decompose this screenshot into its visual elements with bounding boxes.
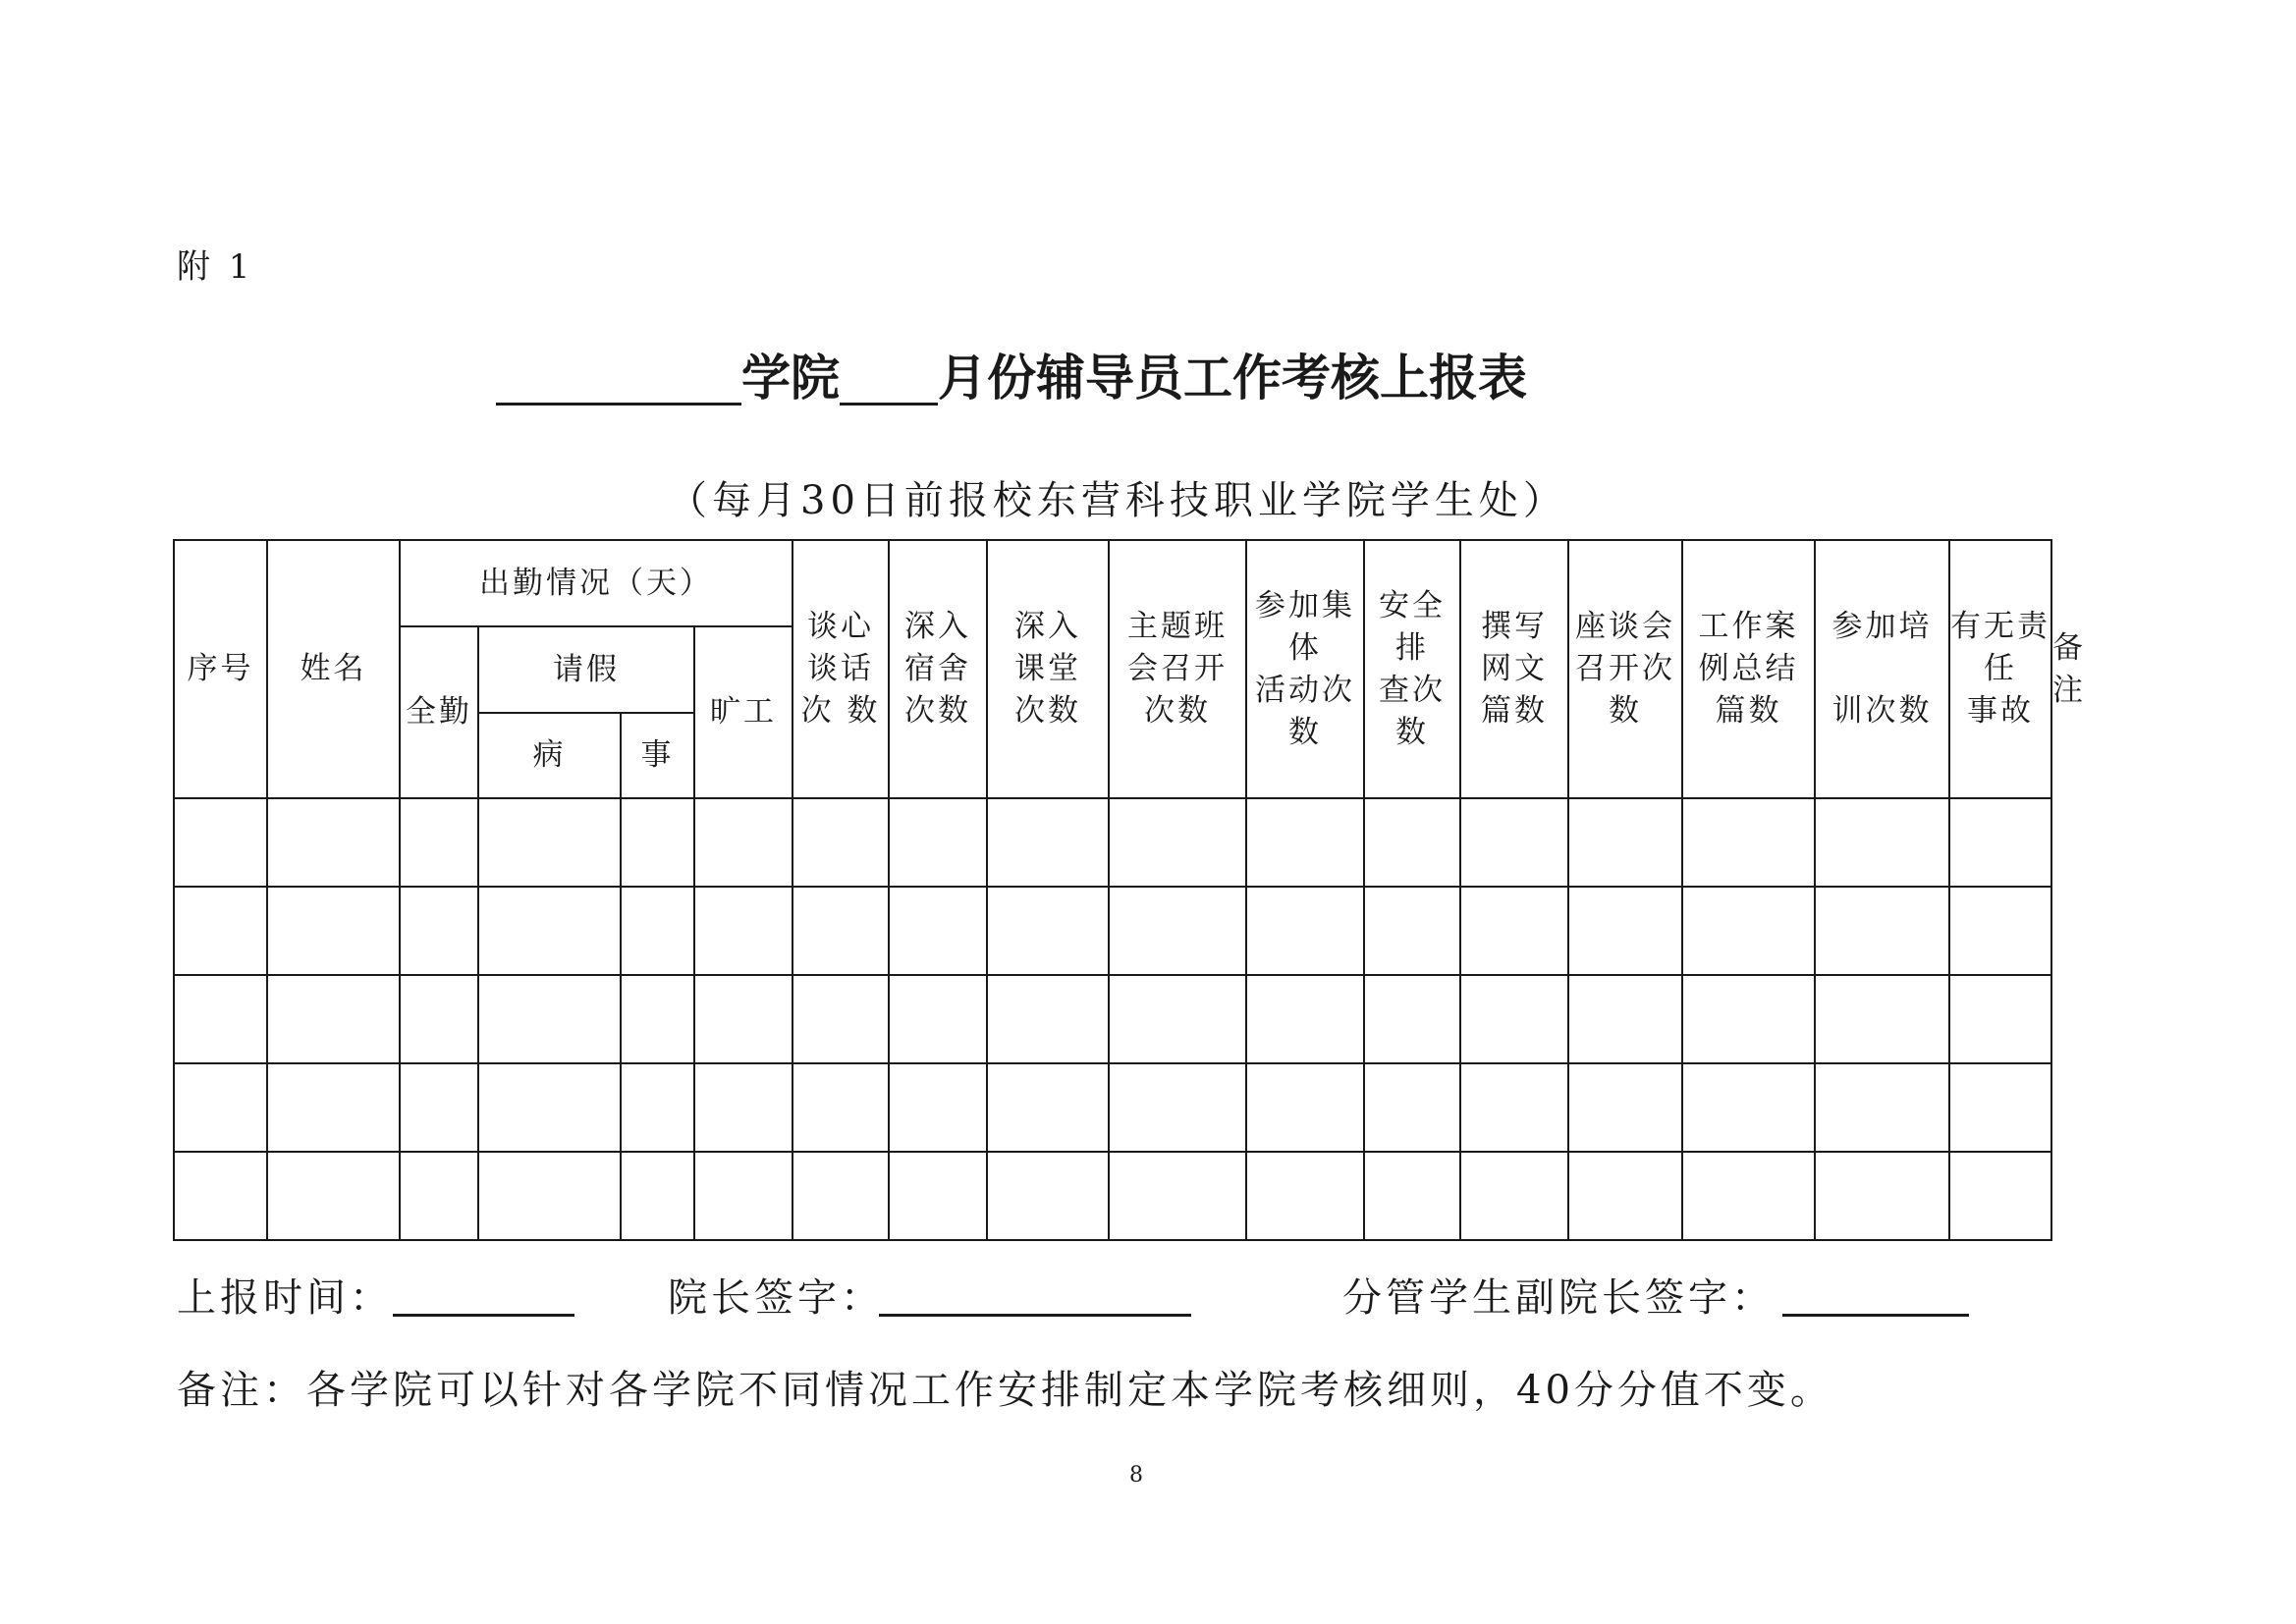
- table-cell[interactable]: [793, 887, 889, 975]
- header-personal: 事: [621, 713, 694, 798]
- table-cell[interactable]: [1364, 1152, 1460, 1240]
- table-cell[interactable]: [621, 798, 694, 887]
- table-cell[interactable]: [1815, 1152, 1949, 1240]
- title-part1: 学院: [741, 349, 840, 406]
- table-cell[interactable]: [1949, 1063, 2051, 1152]
- dean-sign-label: 院长签字：: [668, 1275, 884, 1321]
- table-cell[interactable]: [174, 975, 267, 1063]
- table-cell[interactable]: [1364, 798, 1460, 887]
- report-table: 序号 姓名 出勤情况（天） 谈心 谈话 次 数 深入 宿舍 次数 深入 课堂 次数 主题班 会召开 次数 参加集体 活动次数 安全排 查次数 撰写 网文 篇数 座谈会 召开次 数 工作案 例总结 篇数 参加培 训次数 有无责任 事故 备注 全勤 请假 旷工 病 事: [173, 539, 2052, 1241]
- page-title: [496, 339, 1576, 409]
- table-cell[interactable]: [1460, 975, 1568, 1063]
- table-cell[interactable]: [987, 1152, 1109, 1240]
- table-cell[interactable]: [1682, 798, 1815, 887]
- table-cell[interactable]: [1109, 887, 1246, 975]
- table-cell[interactable]: [1460, 798, 1568, 887]
- table-cell[interactable]: [1460, 1152, 1568, 1240]
- table-row: [174, 975, 2051, 1063]
- header-seq: 序号: [174, 540, 267, 798]
- header-accident: 有无责任 事故: [1949, 540, 2051, 798]
- table-cell[interactable]: [1949, 1152, 2051, 1240]
- table-cell[interactable]: [1364, 887, 1460, 975]
- table-cell[interactable]: [478, 798, 621, 887]
- table-cell[interactable]: [1682, 887, 1815, 975]
- table-body: [174, 798, 2051, 1240]
- header-talk: 谈心 谈话 次 数: [793, 540, 889, 798]
- table-cell[interactable]: [1109, 798, 1246, 887]
- table-cell[interactable]: [174, 798, 267, 887]
- table-row: [174, 887, 2051, 975]
- table-cell[interactable]: [478, 975, 621, 1063]
- table-cell[interactable]: [793, 1152, 889, 1240]
- table-cell[interactable]: [621, 1063, 694, 1152]
- table-cell[interactable]: [267, 1152, 400, 1240]
- table-cell[interactable]: [1246, 1152, 1364, 1240]
- appendix-label: 附 1: [177, 247, 254, 287]
- table-cell[interactable]: [1568, 1152, 1682, 1240]
- table-cell[interactable]: [1246, 975, 1364, 1063]
- page-number: 8: [1129, 1463, 1143, 1488]
- table-cell[interactable]: [1682, 1152, 1815, 1240]
- table-cell[interactable]: [1568, 798, 1682, 887]
- month-blank[interactable]: [840, 353, 938, 406]
- table-cell[interactable]: [793, 1063, 889, 1152]
- vice-dean-sign-label: 分管学生副院长签字：: [1342, 1275, 1775, 1321]
- header-cases: 工作案 例总结 篇数: [1682, 540, 1815, 798]
- table-cell[interactable]: [1949, 887, 2051, 975]
- table-cell[interactable]: [889, 887, 987, 975]
- header-collective: 参加集体 活动次数: [1246, 540, 1364, 798]
- table-cell[interactable]: [1109, 975, 1246, 1063]
- table-cell[interactable]: [1949, 798, 2051, 887]
- table-cell[interactable]: [987, 798, 1109, 887]
- note: 备注：各学院可以针对各学院不同情况工作安排制定本学院考核细则，40分分值不变。: [177, 1368, 1833, 1413]
- table-cell[interactable]: [694, 887, 793, 975]
- table-cell[interactable]: [1568, 887, 1682, 975]
- table-cell[interactable]: [1364, 1063, 1460, 1152]
- dean-sign-field[interactable]: [879, 1274, 1191, 1317]
- table-cell[interactable]: [267, 887, 400, 975]
- table-cell[interactable]: [621, 975, 694, 1063]
- header-forum: 座谈会 召开次 数: [1568, 540, 1682, 798]
- table-row: [174, 1063, 2051, 1152]
- table-cell[interactable]: [1109, 1063, 1246, 1152]
- table-cell[interactable]: [478, 887, 621, 975]
- table-cell[interactable]: [1949, 975, 2051, 1063]
- table-cell[interactable]: [621, 1152, 694, 1240]
- table-cell[interactable]: [694, 975, 793, 1063]
- table-cell[interactable]: [1109, 1152, 1246, 1240]
- table-cell[interactable]: [267, 975, 400, 1063]
- table-cell[interactable]: [400, 1063, 478, 1152]
- header-name: 姓名: [267, 540, 400, 798]
- vice-dean-sign-field[interactable]: [1782, 1274, 1969, 1317]
- table-cell[interactable]: [694, 798, 793, 887]
- table-cell[interactable]: [694, 1152, 793, 1240]
- report-time-label: 上报时间：: [177, 1275, 393, 1321]
- table-cell[interactable]: [1568, 1063, 1682, 1152]
- header-full-attendance: 全勤: [400, 626, 478, 798]
- table-cell[interactable]: [793, 975, 889, 1063]
- table-cell[interactable]: [1682, 975, 1815, 1063]
- table-cell[interactable]: [267, 1063, 400, 1152]
- table-cell[interactable]: [1246, 798, 1364, 887]
- table-cell[interactable]: [400, 887, 478, 975]
- table-cell[interactable]: [1815, 975, 1949, 1063]
- table-cell[interactable]: [400, 1152, 478, 1240]
- table-cell[interactable]: [889, 1063, 987, 1152]
- table-cell[interactable]: [1460, 1063, 1568, 1152]
- title-part2: 月份辅导员工作考核上报表: [938, 349, 1527, 406]
- report-time-field[interactable]: [393, 1274, 574, 1317]
- table-row: [174, 798, 2051, 887]
- table-cell[interactable]: [400, 975, 478, 1063]
- subtitle: （每月30日前报校东营科技职业学院学生处）: [668, 478, 1567, 523]
- table-cell[interactable]: [1682, 1063, 1815, 1152]
- table-cell[interactable]: [1815, 1063, 1949, 1152]
- table-cell[interactable]: [1246, 1063, 1364, 1152]
- table-cell[interactable]: [174, 1063, 267, 1152]
- table-cell[interactable]: [694, 1063, 793, 1152]
- table-cell[interactable]: [1815, 798, 1949, 887]
- table-cell[interactable]: [1246, 887, 1364, 975]
- table-cell[interactable]: [400, 798, 478, 887]
- table-cell[interactable]: [987, 1063, 1109, 1152]
- table-cell[interactable]: [478, 1063, 621, 1152]
- table-cell[interactable]: [621, 887, 694, 975]
- header-meeting: 主题班 会召开 次数: [1109, 540, 1246, 798]
- table-cell[interactable]: [174, 1152, 267, 1240]
- table-cell[interactable]: [478, 1152, 621, 1240]
- header-attendance: 出勤情况（天）: [400, 540, 793, 626]
- table-cell[interactable]: [1364, 975, 1460, 1063]
- table-cell[interactable]: [987, 887, 1109, 975]
- header-sick: 病: [478, 713, 621, 798]
- table-cell[interactable]: [267, 798, 400, 887]
- header-leave: 请假: [478, 626, 694, 713]
- table-cell[interactable]: [1815, 887, 1949, 975]
- table-cell[interactable]: [987, 975, 1109, 1063]
- table-cell[interactable]: [889, 975, 987, 1063]
- table-cell[interactable]: [889, 1152, 987, 1240]
- header-safety: 安全排 查次数: [1364, 540, 1460, 798]
- table-cell[interactable]: [1568, 975, 1682, 1063]
- header-class: 深入 课堂 次数: [987, 540, 1109, 798]
- table-row: [174, 1152, 2051, 1240]
- table-cell[interactable]: [174, 887, 267, 975]
- header-absent: 旷工: [694, 626, 793, 798]
- table-cell[interactable]: [889, 798, 987, 887]
- header-dorm: 深入 宿舍 次数: [889, 540, 987, 798]
- header-training: 参加培 训次数: [1815, 540, 1949, 798]
- table-cell[interactable]: [1460, 887, 1568, 975]
- header-articles: 撰写 网文 篇数: [1460, 540, 1568, 798]
- college-blank[interactable]: [496, 353, 741, 406]
- table-cell[interactable]: [793, 798, 889, 887]
